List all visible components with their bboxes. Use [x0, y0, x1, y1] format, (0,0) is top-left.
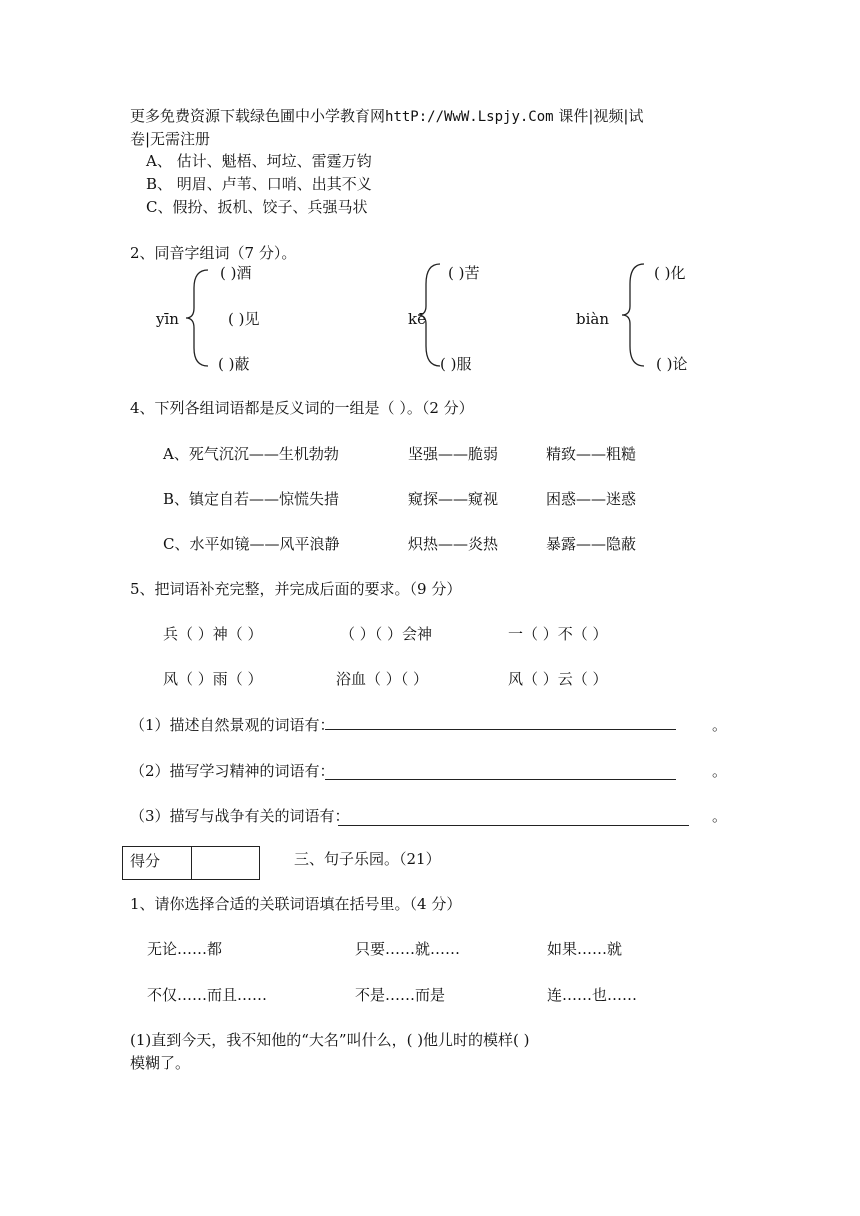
- q2-title: 2、同音字组词（7 分）。: [130, 244, 297, 262]
- s1-choice-4: 不仅……而且……: [147, 986, 268, 1004]
- s1-sentence-1-line-2: 模糊了。: [130, 1054, 191, 1072]
- s1-title: 1、请你选择合适的关联词语填在括号里。（4 分）: [130, 895, 462, 913]
- q5-title: 5、把词语补充完整，并完成后面的要求。（9 分）: [130, 580, 462, 598]
- q5-word-1: 兵（ ）神（ ）: [163, 625, 263, 643]
- q2-yin-item-3: ( )蔽: [218, 355, 250, 373]
- q5-sub-1-end: 。: [712, 716, 728, 734]
- s1-choice-3: 如果……就: [547, 940, 623, 958]
- q4-row-b-2: 窥探——窥视: [408, 490, 499, 508]
- header-text-tail: 课件|视频|试: [553, 107, 644, 125]
- section3-title: 三、句子乐园。（21）: [294, 850, 441, 868]
- q2-ke-item-1: ( )苦: [448, 264, 480, 282]
- score-box-divider: [191, 847, 192, 879]
- q2-yin-item-2: ( )见: [228, 310, 260, 328]
- q5-word-3: 一（ ）不（ ）: [508, 625, 608, 643]
- q5-sub-1-label: （1）描述自然景观的词语有：: [130, 716, 335, 734]
- q2-pinyin-ke: kē: [408, 310, 426, 328]
- q2-pinyin-bian: biàn: [576, 310, 610, 328]
- q1-option-c: C、假扮、扳机、饺子、兵强马状: [146, 198, 368, 216]
- q5-sub-1-answer-line[interactable]: [325, 729, 676, 730]
- header-line-2: 卷|无需注册: [130, 130, 211, 148]
- q1-option-a: A、 估计、魁梧、坷垃、雷霆万钧: [146, 152, 372, 170]
- q2-bian-item-1: ( )化: [654, 264, 686, 282]
- q5-sub-2-end: 。: [712, 762, 728, 780]
- s1-choice-2: 只要……就……: [355, 940, 461, 958]
- q4-row-a-3: 精致——粗糙: [546, 445, 637, 463]
- q4-title: 4、下列各组词语都是反义词的一组是（ ）。（2 分）: [130, 399, 474, 417]
- q2-bian-item-2: ( )论: [656, 355, 688, 373]
- q5-sub-3-label: （3）描写与战争有关的词语有：: [130, 807, 350, 825]
- q4-row-a-2: 坚强——脆弱: [408, 445, 499, 463]
- q2-ke-item-2: ( )服: [440, 355, 472, 373]
- brace-ke: [414, 262, 444, 368]
- q1-option-b: B、 明眉、卢苇、口哨、出其不义: [146, 175, 372, 193]
- q2-pinyin-yin: yīn: [156, 310, 179, 328]
- header-url[interactable]: httP://WwW.Lspjy.Com: [385, 109, 554, 125]
- header-text: 更多免费资源下载绿色圃中小学教育网: [130, 107, 386, 125]
- q4-row-b-1: B、镇定自若——惊慌失措: [163, 490, 340, 508]
- q5-sub-3-end: 。: [712, 807, 728, 825]
- score-label: 得分: [130, 852, 161, 870]
- q2-yin-item-1: ( )酒: [220, 264, 252, 282]
- s1-sentence-1-line-1: (1)直到今天，我不知他的“大名”叫什么，( )他儿时的模样( ): [130, 1031, 530, 1049]
- s1-choice-5: 不是……而是: [355, 986, 446, 1004]
- header-line-1: [130, 106, 643, 127]
- q5-word-4: 风（ ）雨（ ）: [163, 670, 263, 688]
- q4-row-c-1: C、水平如镜——风平浪静: [163, 535, 340, 553]
- q5-word-5: 浴血（ ）（ ）: [336, 670, 429, 688]
- q4-row-a-1: A、死气沉沉——生机勃勃: [163, 445, 339, 463]
- brace-yin: [184, 268, 214, 368]
- s1-choice-1: 无论……都: [147, 940, 223, 958]
- s1-choice-6: 连……也……: [547, 986, 638, 1004]
- q4-row-c-2: 炽热——炎热: [408, 535, 499, 553]
- q5-sub-2-label: （2）描写学习精神的词语有：: [130, 762, 335, 780]
- q5-sub-3-answer-line[interactable]: [338, 825, 689, 826]
- q4-row-c-3: 暴露——隐蔽: [546, 535, 637, 553]
- q5-word-2: （ ）（ ）会神: [340, 625, 433, 643]
- q4-row-b-3: 困惑——迷惑: [546, 490, 637, 508]
- q5-word-6: 风（ ）云（ ）: [508, 670, 608, 688]
- brace-bian: [618, 262, 648, 368]
- q5-sub-2-answer-line[interactable]: [325, 779, 676, 780]
